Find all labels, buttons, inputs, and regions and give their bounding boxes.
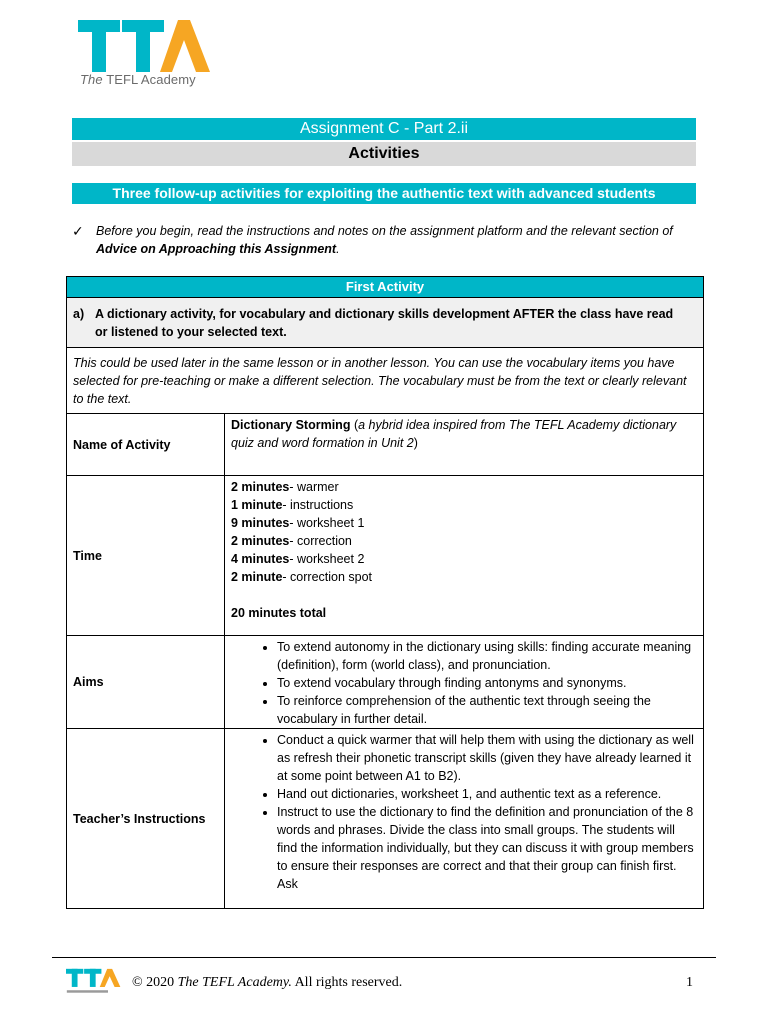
list-item: • Conduct a quick warmer that will help them with using the dictionary as well as refresh their phonetic transcript skills (given they have already learned it at some point between A1 to B2). <box>277 731 697 785</box>
time-item-rest: - warmer <box>289 480 339 494</box>
copyright-company: The TEFL Academy. <box>177 975 292 990</box>
instructions-label: Teacher’s Instructions <box>67 729 225 909</box>
logo-subtitle <box>80 72 196 87</box>
name-close: ) <box>413 436 418 450</box>
time-item <box>231 478 697 496</box>
activity-description: This could be used later in the same lesson or in another lesson. You can use the vocabulary items you have selected for pre-teaching or make a different selection. The vocabulary must be from the text or clearly relevant to the text. <box>67 348 704 414</box>
instruction-note <box>72 222 696 258</box>
assignment-subtitle: Activities <box>72 142 696 166</box>
time-item <box>231 550 697 568</box>
time-item-bold: 1 minute <box>231 498 283 512</box>
logo-sub-the: The <box>80 72 103 87</box>
section-banner: Three follow-up activities for exploiting the authentic text with advanced students <box>72 183 696 204</box>
aims-list <box>231 638 697 728</box>
row-a <box>67 298 704 348</box>
page-number: 1 <box>686 975 693 990</box>
list-item: • To extend vocabulary through finding antonyms and synonyms. <box>277 674 697 692</box>
aims-label: Aims <box>67 636 225 729</box>
note-text <box>96 222 696 258</box>
table-heading: First Activity <box>67 277 704 298</box>
list-item: • Instruct to use the dictionary to find the definition and pronunciation of the 8 words and phrases. Divide the class into small groups. The students will find the information individually, but they can discuss it with group members to ensure their responses are correct and that their group can finish first. Ask <box>277 803 697 893</box>
note-text-before: Before you begin, read the instructions and notes on the assignment platform and the relevant section of <box>96 224 673 238</box>
time-item-bold: 2 minute <box>231 570 283 584</box>
checkmark-icon: ✓ <box>72 223 84 239</box>
time-item <box>231 496 697 514</box>
copyright-rights: All rights reserved. <box>291 975 403 990</box>
activity-table <box>66 276 704 909</box>
time-item-rest: - correction <box>289 534 352 548</box>
tta-logo <box>78 18 218 90</box>
name-italic: a hybrid idea inspired from The TEFL Academy dictionary quiz and word formation in Unit 2 <box>231 418 677 450</box>
time-total-text: 20 minutes total <box>231 606 327 620</box>
time-item-rest: - worksheet 2 <box>289 552 365 566</box>
time-item-rest: - worksheet 1 <box>289 516 365 530</box>
time-item-bold: 2 minutes <box>231 480 290 494</box>
time-item-rest: - instructions <box>282 498 354 512</box>
time-item-bold: 9 minutes <box>231 516 290 530</box>
name-label: Name of Activity <box>67 414 225 476</box>
list-item: • To extend autonomy in the dictionary using skills: finding accurate meaning (definition), form (world class), and pronunciation. <box>277 638 697 674</box>
footer-logo-mark <box>66 968 122 996</box>
list-item: • To reinforce comprehension of the authentic text through seeing the vocabulary in further detail. <box>277 692 697 728</box>
footer-divider <box>52 957 716 958</box>
time-label: Time <box>67 476 225 636</box>
logo-sub-rest: TEFL Academy <box>106 72 196 87</box>
tta-logo-mark <box>78 18 214 74</box>
name-open: ( <box>350 418 359 432</box>
time-item <box>231 568 697 586</box>
note-text-bold: Advice on Approaching this Assignment <box>96 242 337 256</box>
time-item-rest: - correction spot <box>282 570 373 584</box>
instructions-list <box>231 731 697 893</box>
aims-value <box>225 636 704 729</box>
row-a-label: a) <box>73 306 85 321</box>
name-bold: Dictionary Storming <box>231 418 351 432</box>
copyright-prefix: © 2020 <box>132 975 178 990</box>
footer-logo <box>66 968 122 996</box>
assignment-title: Assignment C - Part 2.ii <box>72 118 696 140</box>
time-item <box>231 532 697 550</box>
name-value <box>225 414 704 476</box>
time-item-bold: 2 minutes <box>231 534 290 548</box>
time-total <box>231 604 697 622</box>
time-item <box>231 514 697 532</box>
row-a-text: A dictionary activity, for vocabulary and dictionary skills development AFTER the class have read or listened to your selected text. <box>95 306 674 339</box>
time-item-bold: 4 minutes <box>231 552 290 566</box>
list-item: • Hand out dictionaries, worksheet 1, and authentic text as a reference. <box>277 785 697 803</box>
note-text-after: . <box>336 242 340 256</box>
instructions-value <box>225 729 704 909</box>
time-value <box>225 476 704 636</box>
footer-copyright <box>132 975 402 991</box>
